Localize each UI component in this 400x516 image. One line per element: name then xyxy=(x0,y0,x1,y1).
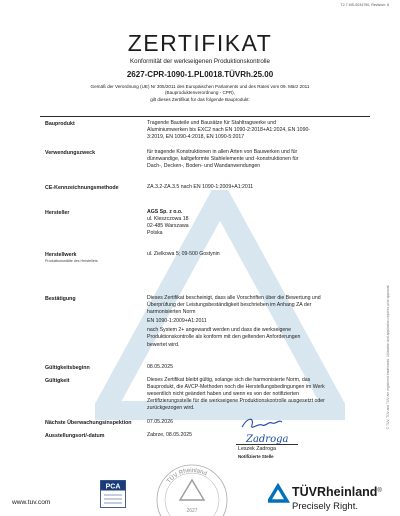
sublabel-herstellwerk: Produktionsstätte des Herstellers xyxy=(45,259,98,263)
brand-registered: ® xyxy=(377,488,382,494)
seal-icon xyxy=(150,460,234,516)
value-bauprodukt xyxy=(147,120,369,141)
text-line: dünnwandige, kaltgeformte Stahlelemente und -konstruktionen für xyxy=(147,156,299,163)
text-line: Dieses Zertifikat bleibt gültig, solange sich die harmonisierte Norm, das xyxy=(147,377,311,383)
seal-number: 2627 xyxy=(186,508,198,514)
label-naechste-ueberwachung: Nächste Überwachungsinspektion xyxy=(45,420,132,426)
svg-text:TÜV Rheinland xyxy=(166,468,207,485)
text-line: Tragende Bauteile und Bausätze für Stahltragwerke und xyxy=(147,120,277,126)
label-gueltigkeit: Gültigkeit xyxy=(45,378,70,384)
value-herstellwerk: ul. Zielkowa 5; 09-500 Gostynin xyxy=(147,251,220,257)
text-line: Dach-, Decken-, Boden- und Wandanwendungen xyxy=(147,163,261,170)
brand-name: TÜVRheinland xyxy=(292,485,378,499)
text-line: Produktionskontrolle als konform mit den geltenden Anforderungen xyxy=(147,334,301,341)
signature-script: Zadroga xyxy=(246,434,289,445)
certificate-subtitle: Konformität der werkseigenen Produktionskontrolle xyxy=(130,58,270,65)
signature-line xyxy=(236,444,298,445)
signature-icon xyxy=(238,413,308,445)
label-hersteller: Hersteller xyxy=(45,210,70,216)
seal-text: TÜV Rheinland xyxy=(166,467,208,485)
label-ausstellungsort: Ausstellungsort/-datum xyxy=(45,433,105,439)
text-line: Dieses Zertifikat bescheinigt, dass alle Vorschriften über die Bewertung und xyxy=(147,295,321,301)
svg-text:TÜVRheinland® xyxy=(292,484,382,499)
label-herstellwerk: Herstellwerk xyxy=(45,252,77,258)
tuv-rheinland-logo xyxy=(268,482,392,512)
label-bauprodukt: Bauprodukt xyxy=(45,121,75,127)
value-ausstellungsort: Zabrze, 08.05.2025 xyxy=(147,432,192,438)
manufacturer-name: AGS Sp. z o.o. xyxy=(147,209,183,215)
value-hersteller xyxy=(147,209,369,237)
legal-line: Gemäß der Verordnung (UE) Nr 305/2011 des Europäischen Parlaments und des Rates vom 09. März 2011 xyxy=(90,84,310,89)
value-ce-kennzeichnung: ZA.3.2-ZA.3.5 nach EN 1090-1:2009+A1:2011 xyxy=(147,184,254,190)
text-line: bewertet wird. xyxy=(147,341,180,348)
label-verwendungszweck: Verwendungszweck xyxy=(45,150,96,156)
text-line: zurückgezogen wird. xyxy=(147,405,195,412)
signatory-role: Notifizierte Stelle xyxy=(238,454,274,459)
text-line: Bauprodukt, die AVCP-Methoden noch die Herstellungsbedingungen im Werk xyxy=(147,384,325,391)
label-gueltigkeitsbeginn: Gültigkeitsbeginn xyxy=(45,365,90,371)
value-verwendungszweck xyxy=(147,149,369,170)
legal-line: gilt dieses Zertifikat für das folgende Bauprodukt: xyxy=(150,96,250,102)
text-line: EN 1090-1:2009+A1:2011 xyxy=(147,318,207,325)
value-gueltigkeitsbeginn: 08.05.2025 xyxy=(147,364,173,370)
text-line: Polska xyxy=(147,230,163,237)
value-naechste-ueberwachung: 07.05.2026 xyxy=(147,419,173,425)
certificate-number: 2627-CPR-1090-1.PL0018.TÜVRh.25.00 xyxy=(126,70,274,79)
label-ce-kennzeichnung: CE-Kennzeichnungsmethode xyxy=(45,185,119,191)
text-line: ul. Kleszczowa 18 xyxy=(147,216,189,223)
text-line: Aluminiumwerken bis EXC2 nach EN 1090-2:2018+A1:2024, EN 1090- xyxy=(147,127,311,134)
text-line: harmonisierten Norm xyxy=(147,309,196,316)
value-bestaetigung xyxy=(147,295,369,349)
signatory-name: Leszek Zadroga xyxy=(238,446,276,452)
document-reference: T2.7 MS-0034790, Revision: 6 xyxy=(340,3,389,7)
legal-line: (Bauproduktenverordnung - CPR), xyxy=(165,90,235,96)
label-bestaetigung: Bestätigung xyxy=(45,296,76,302)
text-line: 3:2019, EN 1090-4:2018, EN 1090-5:2017 xyxy=(147,134,245,141)
certificate-title: ZERTIFIKAT xyxy=(127,30,273,56)
text-line: Zertifizierungsstelle für die werkseigene Produktionskontrolle ausgesetzt oder xyxy=(147,398,325,405)
pca-accreditation-icon xyxy=(100,480,126,508)
text-line: nach System 2+ angewandt werden und dass die werkseigene xyxy=(147,327,292,334)
side-trademark-text: © TÜV, TÜV and TÜV are registered trademarks. Utilisation and application requires prior approval. xyxy=(386,284,390,430)
text-line: wesentlich nicht geändert haben und wenn es von der notifizierten xyxy=(147,391,299,398)
text-line: 02-485 Warszawa xyxy=(147,223,189,230)
divider xyxy=(40,116,370,117)
tuv-triangle-icon xyxy=(269,486,287,501)
value-gueltigkeit xyxy=(147,377,369,412)
pca-label: PCA xyxy=(105,483,121,491)
legal-basis xyxy=(0,84,400,103)
text-line: für tragende Konstruktionen in allen Arten von Bauwerken und für xyxy=(147,149,298,155)
website-link[interactable]: www.tuv.com xyxy=(12,499,51,506)
text-line: Überprüfung der Leistungsbeständigkeit beschrieben im Anhang ZA der xyxy=(147,302,312,309)
brand-tagline: Precisely Right. xyxy=(292,501,358,512)
